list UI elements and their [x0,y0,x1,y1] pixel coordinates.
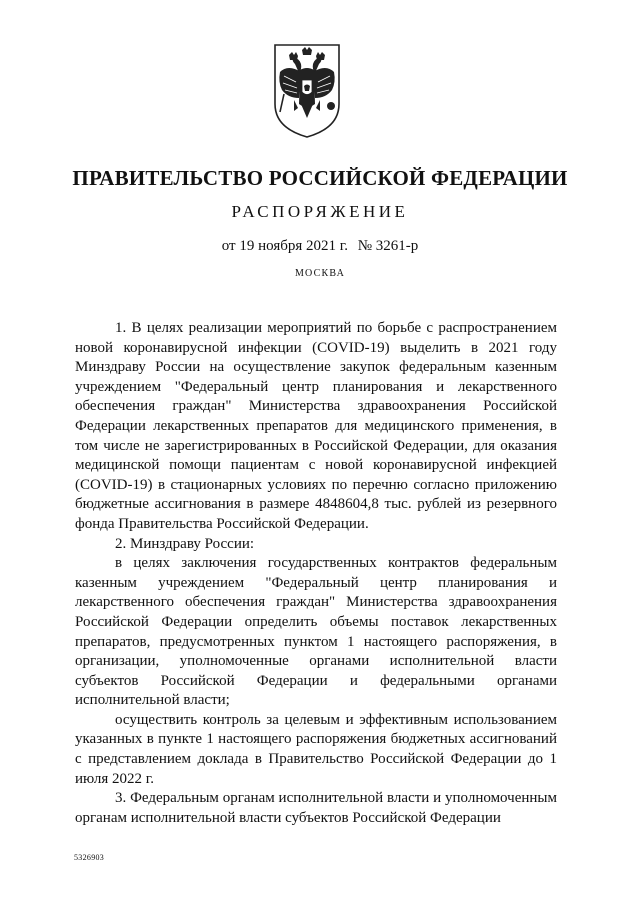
paragraph: осуществить контроль за целевым и эффективным использованием указанных в пункте 1 настоящего распоряжения бюджетных ассигнований с представлением доклада в Правительство Российской Федерации до 1 июля 2022 г. [75,711,557,787]
russian-coat-of-arms-icon [272,42,342,140]
document-city: МОСКВА [294,268,346,279]
document-type: РАСПОРЯЖЕНИЕ [231,202,409,221]
document-date: от 19 ноября 2021 г. [221,238,348,254]
document-date-line [0,238,640,255]
paragraph: в целях заключения государственных контрактов федеральным казенным учреждением "Федеральный центр планирования и лекарственного обеспечения граждан" Министерства здравоохранения Российской Федерации определить объемы поставок лекарственных препаратов, предусмотренных пунктом 1 настоящего распоряжения, в организации, уполномоченные органами исполнительной власти субъектов Российской Федерации и федеральными органами исполнительной власти; [75,555,557,709]
paragraph: 2. Минздраву России: [115,535,255,552]
document-number: № 3261-р [357,238,419,254]
paragraph: 1. В целях реализации мероприятий по борьбе с распространением новой коронавирусной инфекции (COVID-19) выделить в 2021 году Минздраву России на осуществление закупок федеральным казенным учреждением "Федеральный центр планирования и лекарственного обеспечения граждан" Министерства здравоохранения Российской Федерации лекарственных препаратов для медицинского применения, в том числе не зарегистрированных в Российской Федерации, для оказания медицинской помощи пациентам с новой коронавирусной инфекцией (COVID-19) в стационарных условиях по перечню согласно приложению бюджетные ассигнования в размере 4848604,8 тыс. рублей из резервного фонда Правительства Российской Федерации. [75,320,557,532]
document-body [75,319,557,828]
document-code: 5326903 [74,853,105,862]
government-title: ПРАВИТЕЛЬСТВО РОССИЙСКОЙ ФЕДЕРАЦИИ [72,166,568,190]
paragraph: 3. Федеральным органам исполнительной власти и уполномоченным органам исполнительной власти субъектов Российской Федерации [75,790,557,826]
